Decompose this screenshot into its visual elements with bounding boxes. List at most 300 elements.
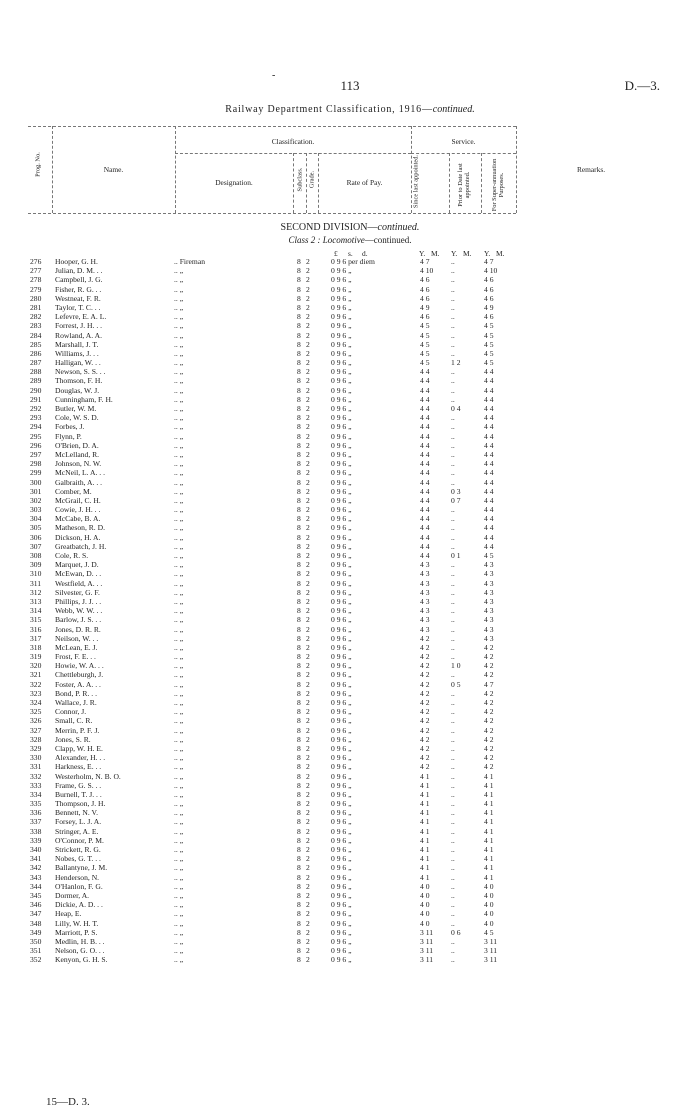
cell-superannuation: 4 4: [484, 486, 494, 496]
cell-subclass: 8: [297, 596, 301, 606]
cell-since-last: 4 4: [420, 495, 430, 505]
table-row: [0, 257, 700, 266]
cell-subclass: 8: [297, 468, 301, 478]
cell-subclass: 8: [297, 799, 301, 809]
cell-prior-to: ..: [451, 385, 455, 395]
cell-rate-of-pay: 0 9 6 „: [331, 688, 352, 698]
cell-superannuation: 4 7: [484, 257, 494, 266]
class-continued: —continued.: [364, 235, 412, 245]
table-row: [0, 689, 700, 698]
cell-since-last: 4 1: [420, 854, 430, 864]
cell-prog-no: 284: [30, 330, 42, 340]
cell-rate-of-pay: 0 9 6 „: [331, 698, 352, 707]
cell-name: Taylor, T. C. . .: [55, 302, 101, 312]
page-number: 113: [340, 78, 360, 93]
cell-prog-no: 295: [30, 431, 42, 441]
cell-designation: .. „: [174, 358, 184, 368]
cell-prog-no: 313: [30, 596, 42, 606]
cell-name: Dormer, A.: [55, 890, 90, 900]
cell-grade: 2: [306, 826, 310, 836]
cell-rate-of-pay: 0 9 6 „: [331, 808, 352, 818]
cell-superannuation: 4 1: [484, 789, 494, 799]
cell-prog-no: 293: [30, 413, 42, 423]
cell-prog-no: 340: [30, 845, 42, 854]
cell-grade: 2: [306, 275, 310, 285]
cell-superannuation: 4 4: [484, 532, 494, 542]
cell-name: Phillips, J. J. . .: [55, 596, 102, 606]
cell-name: Butler, W. M.: [55, 404, 97, 413]
cell-rate-of-pay: 0 9 6 „: [331, 284, 352, 294]
cell-prog-no: 277: [30, 266, 42, 276]
unit-y1: Y.: [419, 249, 426, 258]
cell-grade: 2: [306, 302, 310, 312]
cell-superannuation: 4 3: [484, 560, 494, 570]
cell-designation: .. „: [174, 817, 184, 827]
cell-designation: .. „: [174, 872, 184, 882]
cell-subclass: 8: [297, 339, 301, 349]
cell-designation: .. „: [174, 275, 184, 285]
cell-name: Forsey, L. J. A.: [55, 817, 102, 827]
cell-name: Ballantyne, J. M.: [55, 863, 108, 873]
table-row: [0, 753, 700, 762]
cell-superannuation: 4 9: [484, 302, 494, 312]
document-reference: D.—3.: [624, 78, 660, 93]
cell-subclass: 8: [297, 358, 301, 368]
cell-name: Barlow, J. S. . .: [55, 615, 102, 625]
table-row: [0, 533, 700, 542]
cell-prog-no: 314: [30, 606, 42, 616]
cell-prog-no: 287: [30, 358, 42, 368]
cell-grade: 2: [306, 376, 310, 386]
cell-designation: .. „: [174, 642, 184, 652]
cell-prior-to: ..: [451, 376, 455, 386]
cell-since-last: 4 4: [420, 541, 430, 551]
cell-grade: 2: [306, 486, 310, 496]
table-row: [0, 496, 700, 505]
cell-grade: 2: [306, 817, 310, 827]
table-row: [0, 817, 700, 826]
cell-name: Marriott, P. S.: [55, 927, 98, 937]
cell-rate-of-pay: 0 9 6 „: [331, 431, 352, 441]
cell-subclass: 8: [297, 817, 301, 827]
cell-prog-no: 303: [30, 505, 42, 515]
table-row: [0, 266, 700, 275]
cell-superannuation: 4 0: [484, 890, 494, 900]
cell-subclass: 8: [297, 890, 301, 900]
cell-prior-to: ..: [451, 652, 455, 662]
cell-name: Forrest, J. H. . .: [55, 321, 103, 331]
cell-name: McEwan, D. . .: [55, 569, 102, 579]
cell-subclass: 8: [297, 376, 301, 386]
cell-prog-no: 312: [30, 587, 42, 597]
cell-superannuation: 4 4: [484, 367, 494, 377]
cell-since-last: 4 4: [420, 440, 430, 450]
cell-prog-no: 337: [30, 817, 42, 827]
cell-since-last: 4 1: [420, 863, 430, 873]
cell-grade: 2: [306, 284, 310, 294]
cell-rate-of-pay: 0 9 6 „: [331, 955, 352, 965]
cell-name: Thompson, J. H.: [55, 799, 106, 809]
cell-rate-of-pay: 0 9 6 „: [331, 422, 352, 432]
cell-superannuation: 4 4: [484, 422, 494, 432]
cell-designation: .. „: [174, 596, 184, 606]
cell-subclass: 8: [297, 321, 301, 331]
cell-name: Medlin, H. B. . .: [55, 936, 105, 946]
cell-name: Nobes, G. T. . .: [55, 854, 101, 864]
cell-since-last: 4 3: [420, 569, 430, 579]
cell-grade: 2: [306, 477, 310, 487]
cell-since-last: 4 0: [420, 900, 430, 910]
cell-prog-no: 319: [30, 652, 42, 662]
cell-superannuation: 4 2: [484, 661, 494, 671]
cell-name: Johnson, N. W.: [55, 459, 102, 469]
cell-since-last: 4 0: [420, 909, 430, 919]
cell-superannuation: 3 11: [484, 936, 498, 946]
cell-designation: .. „: [174, 771, 184, 781]
cell-name: Neilson, W. . .: [55, 633, 99, 643]
cell-since-last: 4 2: [420, 642, 430, 652]
cell-rate-of-pay: 0 9 6 „: [331, 596, 352, 606]
cell-grade: 2: [306, 780, 310, 790]
cell-name: Lilly, W. H. T.: [55, 918, 99, 928]
division-continued: continued.: [377, 222, 420, 233]
cell-grade: 2: [306, 560, 310, 570]
cell-prog-no: 329: [30, 743, 42, 753]
cell-grade: 2: [306, 679, 310, 689]
cell-subclass: 8: [297, 762, 301, 772]
cell-superannuation: 4 4: [484, 523, 494, 533]
cell-prior-to: ..: [451, 946, 455, 956]
cell-designation: .. „: [174, 413, 184, 423]
cell-grade: 2: [306, 881, 310, 891]
cell-prior-to: ..: [451, 826, 455, 836]
title-main: Railway Department Classification, 1916—: [225, 104, 433, 115]
cell-subclass: 8: [297, 909, 301, 919]
cell-rate-of-pay: 0 9 6 „: [331, 541, 352, 551]
cell-grade: 2: [306, 771, 310, 781]
cell-superannuation: 4 5: [484, 551, 494, 560]
cell-name: Howie, W. A. . .: [55, 661, 104, 671]
cell-rate-of-pay: 0 9 6 „: [331, 275, 352, 285]
cell-prior-to: 1 2: [451, 358, 461, 368]
cell-designation: .. „: [174, 449, 184, 459]
unit-m3: M.: [496, 249, 505, 258]
cell-since-last: 4 2: [420, 633, 430, 643]
cell-name: Cole, R. S.: [55, 551, 89, 560]
cell-superannuation: 4 3: [484, 587, 494, 597]
table-row: [0, 294, 700, 303]
cell-name: Hooper, G. H.: [55, 257, 98, 266]
cell-prog-no: 288: [30, 367, 42, 377]
table-row: [0, 514, 700, 523]
cell-subclass: 8: [297, 854, 301, 864]
cell-since-last: 4 2: [420, 707, 430, 717]
cell-rate-of-pay: 0 9 6 „: [331, 339, 352, 349]
cell-prog-no: 335: [30, 799, 42, 809]
cell-name: Nelson, G. O. . .: [55, 946, 105, 956]
cell-designation: .. „: [174, 652, 184, 662]
cell-prog-no: 324: [30, 698, 42, 707]
cell-since-last: 4 3: [420, 560, 430, 570]
cell-rate-of-pay: 0 9 6 „: [331, 771, 352, 781]
cell-superannuation: 4 3: [484, 606, 494, 616]
cell-subclass: 8: [297, 946, 301, 956]
cell-prior-to: ..: [451, 569, 455, 579]
cell-subclass: 8: [297, 743, 301, 753]
cell-prog-no: 298: [30, 459, 42, 469]
table-row: [0, 634, 700, 643]
cell-designation: .. „: [174, 321, 184, 331]
cell-superannuation: 4 2: [484, 734, 494, 744]
cell-grade: 2: [306, 385, 310, 395]
cell-rate-of-pay: 0 9 6 „: [331, 404, 352, 413]
cell-superannuation: 4 2: [484, 716, 494, 726]
unit-pound: £: [334, 249, 338, 258]
cell-name: Bond, P. R. . .: [55, 688, 97, 698]
cell-rate-of-pay: 0 9 6 „: [331, 495, 352, 505]
cell-name: Burnell, T. J. . .: [55, 789, 102, 799]
cell-designation: .. „: [174, 762, 184, 772]
cell-grade: 2: [306, 946, 310, 956]
cell-rate-of-pay: 0 9 6 „: [331, 799, 352, 809]
cell-subclass: 8: [297, 275, 301, 285]
cell-subclass: 8: [297, 459, 301, 469]
cell-grade: 2: [306, 698, 310, 707]
cell-rate-of-pay: 0 9 6 „: [331, 652, 352, 662]
cell-since-last: 4 4: [420, 376, 430, 386]
cell-grade: 2: [306, 330, 310, 340]
cell-prog-no: 347: [30, 909, 42, 919]
cell-since-last: 4 5: [420, 358, 430, 368]
cell-rate-of-pay: 0 9 6 „: [331, 293, 352, 303]
cell-since-last: 4 1: [420, 826, 430, 836]
cell-subclass: 8: [297, 688, 301, 698]
cell-prior-to: ..: [451, 881, 455, 891]
cell-prog-no: 351: [30, 946, 42, 956]
cell-prog-no: 302: [30, 495, 42, 505]
cell-name: Frame, G. S. . .: [55, 780, 102, 790]
cell-superannuation: 4 3: [484, 624, 494, 634]
table-row: [0, 781, 700, 790]
cell-since-last: 4 2: [420, 753, 430, 763]
cell-superannuation: 4 3: [484, 569, 494, 579]
cell-prog-no: 294: [30, 422, 42, 432]
cell-rate-of-pay: 0 9 6 „: [331, 449, 352, 459]
cell-since-last: 4 2: [420, 725, 430, 735]
cell-superannuation: 4 3: [484, 578, 494, 588]
cell-subclass: 8: [297, 725, 301, 735]
cell-designation: .. „: [174, 486, 184, 496]
cell-prior-to: ..: [451, 578, 455, 588]
cell-rate-of-pay: 0 9 6 „: [331, 642, 352, 652]
header-grade: Grade.: [308, 170, 316, 189]
cell-prior-to: ..: [451, 918, 455, 928]
cell-prior-to: ..: [451, 716, 455, 726]
cell-subclass: 8: [297, 523, 301, 533]
cell-subclass: 8: [297, 716, 301, 726]
cell-name: McNeil, L. A. . .: [55, 468, 105, 478]
cell-prior-to: ..: [451, 688, 455, 698]
header-superannuation: For Super-annuation Purposes.: [491, 158, 505, 212]
cell-name: Wallace, J. R.: [55, 698, 97, 707]
cell-prog-no: 317: [30, 633, 42, 643]
cell-prog-no: 349: [30, 927, 42, 937]
cell-name: Williams, J. . .: [55, 348, 99, 358]
cell-superannuation: 4 1: [484, 771, 494, 781]
cell-subclass: 8: [297, 551, 301, 560]
cell-prog-no: 322: [30, 679, 42, 689]
table-row: [0, 882, 700, 891]
cell-name: Galbraith, A. . .: [55, 477, 103, 487]
cell-subclass: 8: [297, 284, 301, 294]
cell-prior-to: ..: [451, 872, 455, 882]
cell-since-last: 4 1: [420, 817, 430, 827]
cell-grade: 2: [306, 422, 310, 432]
cell-since-last: 4 4: [420, 385, 430, 395]
cell-since-last: 4 4: [420, 477, 430, 487]
cell-since-last: 4 0: [420, 881, 430, 891]
cell-rate-of-pay: 0 9 6 „: [331, 946, 352, 956]
cell-name: McLean, E. J.: [55, 642, 98, 652]
cell-grade: 2: [306, 532, 310, 542]
table-row: [0, 891, 700, 900]
cell-designation: .. „: [174, 789, 184, 799]
cell-name: McCabe, B. A.: [55, 514, 101, 524]
cell-rate-of-pay: 0 9 6 „: [331, 486, 352, 496]
cell-prior-to: 0 7: [451, 495, 461, 505]
cell-grade: 2: [306, 394, 310, 404]
cell-superannuation: 4 1: [484, 780, 494, 790]
cell-name: Newson, S. S. . .: [55, 367, 106, 377]
cell-name: Cowie, J. H. . .: [55, 505, 101, 515]
table-row: [0, 386, 700, 395]
cell-rate-of-pay: 0 9 6 „: [331, 753, 352, 763]
cell-prior-to: ..: [451, 596, 455, 606]
cell-name: Campbell, J. G.: [55, 275, 103, 285]
cell-prog-no: 350: [30, 936, 42, 946]
cell-rate-of-pay: 0 9 6 „: [331, 670, 352, 680]
cell-grade: 2: [306, 293, 310, 303]
cell-prog-no: 331: [30, 762, 42, 772]
cell-name: Bennett, N. V.: [55, 808, 98, 818]
cell-rate-of-pay: 0 9 6 „: [331, 514, 352, 524]
cell-rate-of-pay: 0 9 6 „: [331, 321, 352, 331]
cell-since-last: 4 4: [420, 404, 430, 413]
cell-prog-no: 307: [30, 541, 42, 551]
cell-designation: .. „: [174, 302, 184, 312]
table-row: [0, 900, 700, 909]
cell-superannuation: 4 5: [484, 927, 494, 937]
table-row: [0, 670, 700, 679]
cell-name: Harkness, E. . .: [55, 762, 102, 772]
cell-since-last: 4 1: [420, 799, 430, 809]
cell-designation: .. „: [174, 688, 184, 698]
cell-designation: .. „: [174, 404, 184, 413]
cell-grade: 2: [306, 661, 310, 671]
cell-prior-to: ..: [451, 302, 455, 312]
cell-grade: 2: [306, 431, 310, 441]
cell-name: Henderson, N.: [55, 872, 100, 882]
cell-subclass: 8: [297, 652, 301, 662]
cell-grade: 2: [306, 799, 310, 809]
cell-designation: .. „: [174, 918, 184, 928]
cell-prior-to: ..: [451, 890, 455, 900]
cell-prog-no: 280: [30, 293, 42, 303]
cell-since-last: 4 3: [420, 624, 430, 634]
cell-subclass: 8: [297, 918, 301, 928]
cell-prog-no: 330: [30, 753, 42, 763]
cell-grade: 2: [306, 624, 310, 634]
cell-since-last: 4 6: [420, 293, 430, 303]
cell-designation: .. „: [174, 808, 184, 818]
cell-rate-of-pay: 0 9 6 „: [331, 845, 352, 854]
cell-subclass: 8: [297, 413, 301, 423]
cell-designation: .. „: [174, 532, 184, 542]
cell-designation: .. „: [174, 348, 184, 358]
cell-designation: .. „: [174, 854, 184, 864]
table-row: [0, 937, 700, 946]
table-row: [0, 827, 700, 836]
cell-prior-to: ..: [451, 955, 455, 965]
cell-prior-to: ..: [451, 413, 455, 423]
cell-designation: .. „: [174, 330, 184, 340]
cell-designation: .. „: [174, 578, 184, 588]
cell-prior-to: ..: [451, 725, 455, 735]
cell-grade: 2: [306, 358, 310, 368]
cell-grade: 2: [306, 652, 310, 662]
cell-rate-of-pay: 0 9 6 „: [331, 459, 352, 469]
cell-subclass: 8: [297, 541, 301, 551]
cell-subclass: 8: [297, 431, 301, 441]
cell-rate-of-pay: 0 9 6 „: [331, 707, 352, 717]
table-row: [0, 340, 700, 349]
cell-rate-of-pay: 0 9 6 „: [331, 762, 352, 772]
cell-rate-of-pay: 0 9 6 „: [331, 743, 352, 753]
cell-subclass: 8: [297, 348, 301, 358]
table-row: [0, 588, 700, 597]
cell-rate-of-pay: 0 9 6 „: [331, 936, 352, 946]
cell-rate-of-pay: 0 9 6 „: [331, 606, 352, 616]
cell-superannuation: 4 1: [484, 845, 494, 854]
cell-prior-to: ..: [451, 743, 455, 753]
cell-since-last: 4 4: [420, 459, 430, 469]
cell-rate-of-pay: 0 9 6 „: [331, 587, 352, 597]
cell-rate-of-pay: 0 9 6 „: [331, 376, 352, 386]
cell-grade: 2: [306, 257, 310, 266]
cell-name: Westfield, A. . .: [55, 578, 103, 588]
cell-prior-to: ..: [451, 339, 455, 349]
cell-designation: .. „: [174, 900, 184, 910]
cell-superannuation: 4 1: [484, 854, 494, 864]
cell-prior-to: ..: [451, 431, 455, 441]
cell-prior-to: ..: [451, 514, 455, 524]
cell-prior-to: ..: [451, 909, 455, 919]
cell-designation: .. „: [174, 284, 184, 294]
table-row: [0, 845, 700, 854]
cell-rate-of-pay: 0 9 6 „: [331, 872, 352, 882]
cell-rate-of-pay: 0 9 6 „: [331, 413, 352, 423]
table-row: [0, 560, 700, 569]
cell-prior-to: ..: [451, 477, 455, 487]
cell-superannuation: 4 3: [484, 633, 494, 643]
cell-prior-to: ..: [451, 707, 455, 717]
table-row: [0, 523, 700, 532]
table-row: [0, 450, 700, 459]
header-designation: Designation.: [215, 178, 253, 187]
cell-prog-no: 336: [30, 808, 42, 818]
cell-designation: .. „: [174, 569, 184, 579]
cell-rate-of-pay: 0 9 6 „: [331, 927, 352, 937]
